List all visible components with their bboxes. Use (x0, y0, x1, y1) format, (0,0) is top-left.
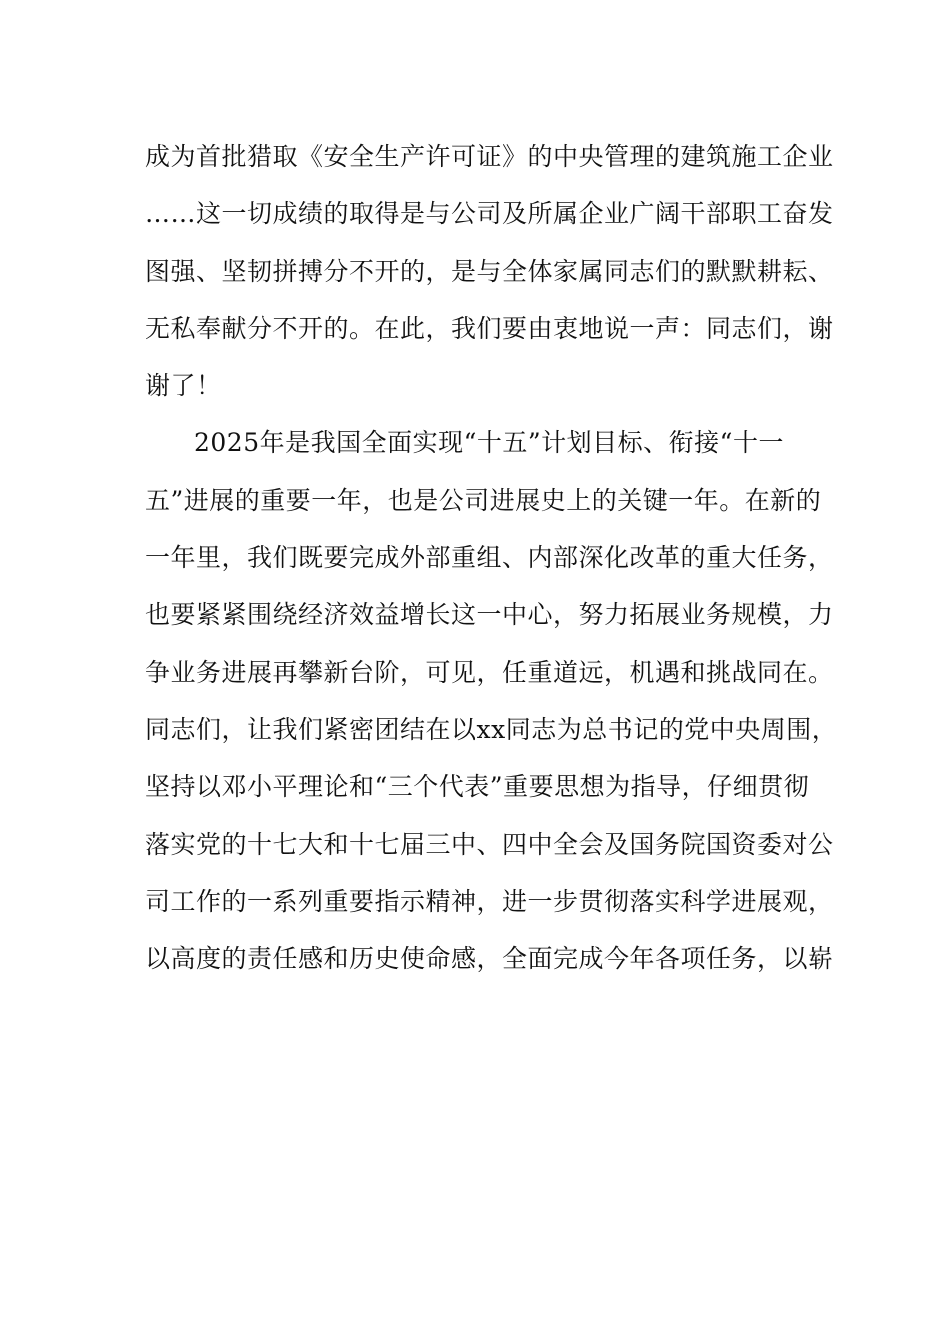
text-line: 坚持以邓小平理论和“三个代表”重要思想为指导，仔细贯彻 (145, 772, 810, 802)
text-line: 争业务进展再攀新台阶，可见，任重道远，机遇和挑战同在。 (145, 657, 834, 687)
text-line: 无私奉献分不开的。在此，我们要由衷地说一声：同志们，谢 (145, 313, 834, 343)
text-line: 成为首批猎取《安全生产许可证》的中央管理的建筑施工企业 (145, 142, 834, 171)
text-line: 落实党的十七大和十七届三中、四中全会及国务院国资委对公 (145, 829, 834, 859)
text-line: ……这一切成绩的取得是与公司及所属企业广阔干部职工奋发 (145, 199, 834, 229)
text-line: 2025年是我国全面实现“十五”计划目标、衔接“十一 (194, 428, 784, 458)
text-line: 五”进展的重要一年，也是公司进展史上的关键一年。在新的 (145, 485, 822, 515)
text-line: 同志们，让我们紧密团结在以xx同志为总书记的党中央周围， (145, 714, 838, 744)
text-line: 司工作的一系列重要指示精神，进一步贯彻落实科学进展观， (145, 886, 834, 916)
text-line: 图强、坚韧拼搏分不开的，是与全体家属同志们的默默耕耘、 (145, 256, 834, 286)
text-line: 谢了！ (145, 371, 222, 401)
text-line: 以高度的责任感和历史使命感，全面完成今年各项任务，以崭 (145, 944, 834, 974)
text-line: 也要紧紧围绕经济效益增长这一中心，努力拓展业务规模，力 (145, 600, 834, 630)
body-text (145, 128, 838, 987)
text-line: 一年里，我们既要完成外部重组、内部深化改革的重大任务， (145, 543, 834, 573)
